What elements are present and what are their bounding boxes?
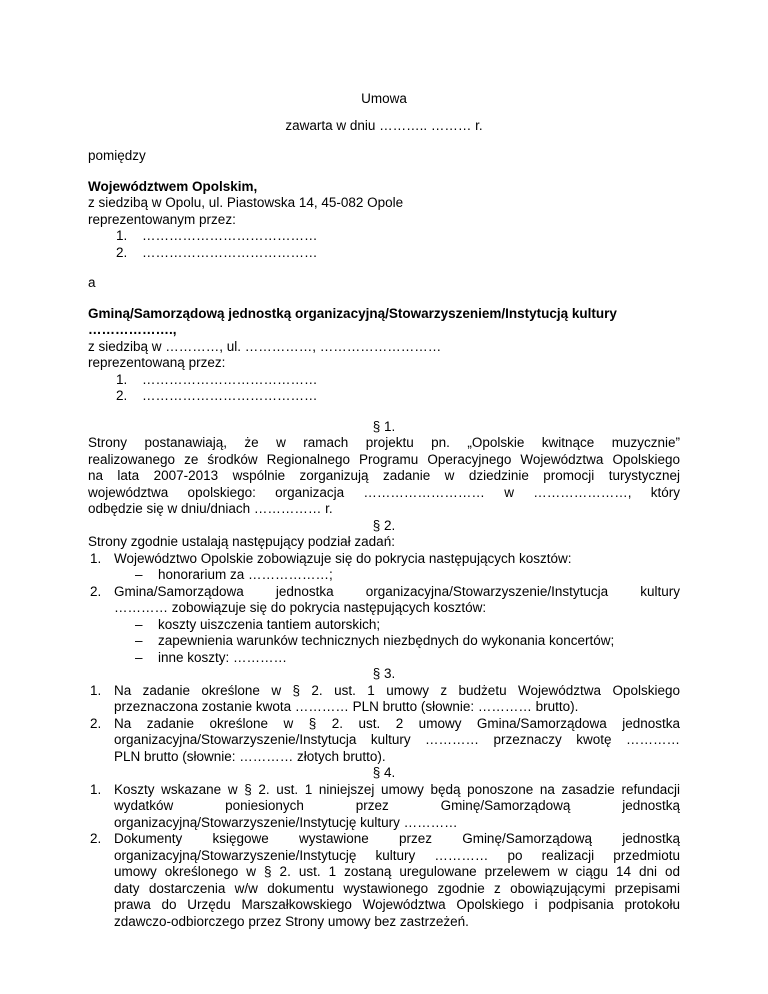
party1-rep-2: 2. ………………………………… bbox=[116, 244, 318, 260]
party1-represented: reprezentowanym przez: bbox=[88, 211, 236, 227]
party1-address: z siedzibą w Opolu, ul. Piastowska 14, 45-082 Opole bbox=[88, 195, 404, 210]
party2-rep-1: 1. ………………………………… bbox=[116, 371, 318, 387]
party2-rep-2: 2. ………………………………… bbox=[116, 388, 318, 403]
section-4-item-2-cont: daty dostarczenia w/w dokumentu wystawionego zgodnie z obowiązującymi przepisami bbox=[114, 880, 680, 896]
section-4-item-2-cont: zdawczo-odbiorczego przez Strony umowy bez zastrzeżeń. bbox=[114, 913, 469, 929]
section-2-item-2-dash: – zapewnienia warunków technicznych niezbędnych do wykonania koncertów; bbox=[135, 633, 615, 648]
section-2-item-2-dash: – inne koszty: ………… bbox=[135, 649, 288, 665]
party2-name: Gminą/Samorządową jednostką organizacyjną/Stowarzyszeniem/Instytucją kultury bbox=[88, 305, 617, 321]
and-label: a bbox=[88, 275, 96, 290]
section-1-line: realizowanego ze środków Regionalnego Programu Operacyjnego Województwa Opolskiego bbox=[88, 451, 680, 467]
section-2-item-2-cont: ………… zobowiązuje się do pokrycia następujących kosztów: bbox=[114, 600, 487, 615]
section-3-item-2-cont: PLN brutto (słownie: ………… złotych brutto). bbox=[114, 748, 386, 764]
section-1-line: na lata 2007-2013 wspólnie zorganizują zadanie w dziedzinie promocji turystycznej bbox=[88, 468, 680, 483]
party2-name-placeholder: ………………., bbox=[88, 322, 177, 337]
section-2-item-2: 2. Gmina/Samorządowa jednostka organizacyjna/Stowarzyszenie/Instytucja kultury bbox=[90, 583, 680, 599]
section-1-line: województwa opolskiego: organizacja ……………………… w …………………, który bbox=[88, 484, 680, 500]
section-1-line: Strony postanawiają, że w ramach projektu pn. „Opolskie kwitnące muzycznie” bbox=[88, 435, 680, 450]
contract-document bbox=[88, 0, 680, 930]
section-4-item-2-cont: umowy określonego w § 2. ust. 1 zostaną uregulowane przelewem w ciągu 14 dni od bbox=[114, 864, 680, 879]
section-4-item-2-cont: organizacyjną/Stowarzyszenie/Instytucję kultury ………… po realizacji przedmiotu bbox=[114, 847, 680, 863]
party1-rep-1: 1. ………………………………… bbox=[116, 228, 318, 243]
section-2-heading: § 2. bbox=[372, 517, 396, 533]
section-4-item-2-cont: prawa do Urzędu Marszałkowskiego Województwa Opolskiego i podpisania protokołu bbox=[114, 897, 680, 912]
between-label: pomiędzy bbox=[88, 148, 146, 163]
section-1-line: odbędzie się w dniu/dniach …………… r. bbox=[88, 501, 333, 516]
party1-name: Województwem Opolskim, bbox=[88, 178, 258, 194]
section-3-item-1: 1. Na zadanie określone w § 2. ust. 1 umowy z budżetu Województwa Opolskiego bbox=[90, 682, 680, 698]
section-4-item-1-cont: wydatków poniesionych przez Gminę/Samorządową jednostką bbox=[114, 798, 680, 813]
section-3-item-2-cont: organizacyjna/Stowarzyszenie/Instytucja kultury ………… przeznaczy kwotę ………… bbox=[114, 732, 680, 747]
section-2-item-1: 1. Województwo Opolskie zobowiązuje się do pokrycia następujących kosztów: bbox=[90, 550, 572, 566]
party2-address: z siedzibą w …………, ul. ……………, ……………………… bbox=[88, 338, 442, 354]
section-4-item-1-cont: organizacyjną/Stowarzyszenie/Instytucję kultury ………… bbox=[114, 814, 458, 830]
section-2-item-2-dash: – koszty uiszczenia tantiem autorskich; bbox=[135, 616, 381, 632]
party2-represented: reprezentowaną przez: bbox=[88, 355, 226, 370]
section-3-item-1-cont: przeznaczona zostanie kwota ………… PLN brutto (słownie: ………… brutto). bbox=[114, 699, 579, 714]
document-subtitle: zawarta w dniu ……….. ……… r. bbox=[285, 117, 483, 133]
document-title: Umowa bbox=[361, 91, 407, 106]
section-3-item-2: 2. Na zadanie określone w § 2. ust. 2 umowy Gmina/Samorządowa jednostka bbox=[90, 715, 680, 731]
section-4-heading: § 4. bbox=[372, 765, 396, 780]
section-2-intro: Strony zgodnie ustalają następujący podział zadań: bbox=[88, 534, 395, 549]
section-2-item-1-dash: – honorarium za ………………; bbox=[135, 567, 333, 582]
section-4-item-1: 1. Koszty wskazane w § 2. ust. 1 niniejszej umowy będą ponoszone na zasadzie refundacji bbox=[90, 781, 680, 797]
section-1-heading: § 1. bbox=[372, 418, 396, 434]
section-3-heading: § 3. bbox=[372, 666, 396, 681]
section-4-item-2: 2. Dokumenty księgowe wystawione przez Gminę/Samorządową jednostką bbox=[90, 831, 680, 846]
